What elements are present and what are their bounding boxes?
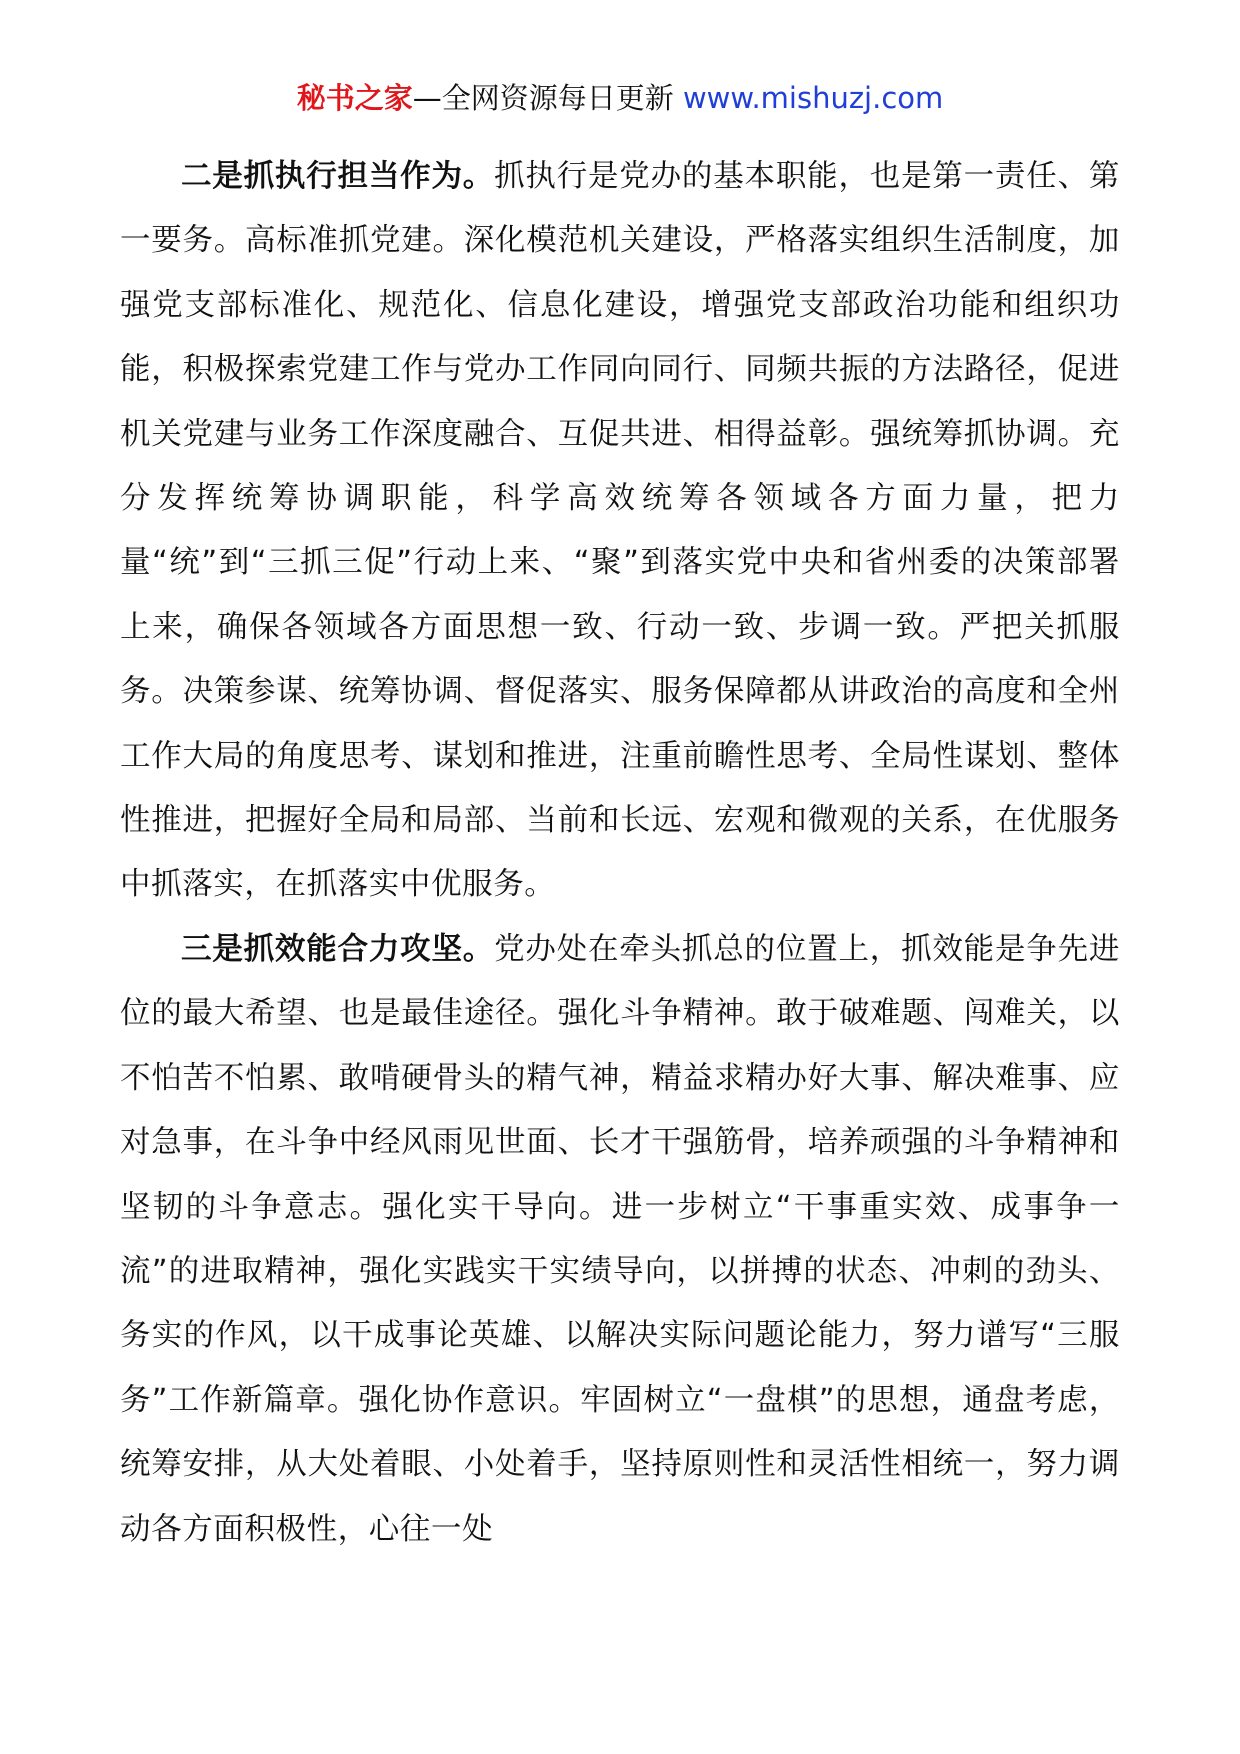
document-body: [120, 145, 1120, 1562]
paragraph-lead: 三是抓效能合力攻坚。: [181, 931, 495, 967]
paragraph-text: 抓执行是党办的基本职能，也是第一责任、第一要务。高标准抓党建。深化模范机关建设，严格落实组织生活制度，加强党支部标准化、规范化、信息化建设，增强党支部政治功能和组织功能，积极探索党建工作与党办工作同向同行、同频共振的方法路径，促进机关党建与业务工作深度融合、互促共进、相得益彰。强统筹抓协调。充分发挥统筹协调职能，科学高效统筹各领域各方面力量，把力量“统”到“三抓三促”行动上来、“聚”到落实党中央和省州委的决策部署上来，确保各领域各方面思想一致、行动一致、步调一致。严把关抓服务。决策参谋、统筹协调、督促落实、服务保障都从讲政治的高度和全州工作大局的角度思考、谋划和推进，注重前瞻性思考、全局性谋划、整体性推进，把握好全局和局部、当前和长远、宏观和微观的关系，在优服务中抓落实，在抓落实中优服务。: [120, 159, 1121, 903]
site-url-link[interactable]: www.mishuzj.com: [682, 81, 944, 115]
paragraph-execution: [120, 145, 1120, 918]
site-tagline: —全网资源每日更新: [412, 81, 683, 115]
page-header: [0, 80, 1240, 116]
paragraph-efficiency: [120, 918, 1120, 1562]
paragraph-text: 党办处在牵头抓总的位置上，抓效能是争先进位的最大希望、也是最佳途径。强化斗争精神。敢于破难题、闯难关，以不怕苦不怕累、敢啃硬骨头的精气神，精益求精办好大事、解决难事、应对急事，在斗争中经风雨见世面、长才干强筋骨，培养顽强的斗争精神和坚韧的斗争意志。强化实干导向。进一步树立“干事重实效、成事争一流”的进取精神，强化实践实干实绩导向，以拼搏的状态、冲刺的劲头、务实的作风，以干成事论英雄、以解决实际问题论能力，努力谱写“三服务”工作新篇章。强化协作意识。牢固树立“一盘棋”的思想，通盘考虑，统筹安排，从大处着眼、小处着手，坚持原则性和灵活性相统一，努力调动各方面积极性，心往一处: [120, 931, 1121, 1547]
site-brand: 秘书之家: [296, 81, 413, 115]
paragraph-lead: 二是抓执行担当作为。: [181, 159, 495, 194]
